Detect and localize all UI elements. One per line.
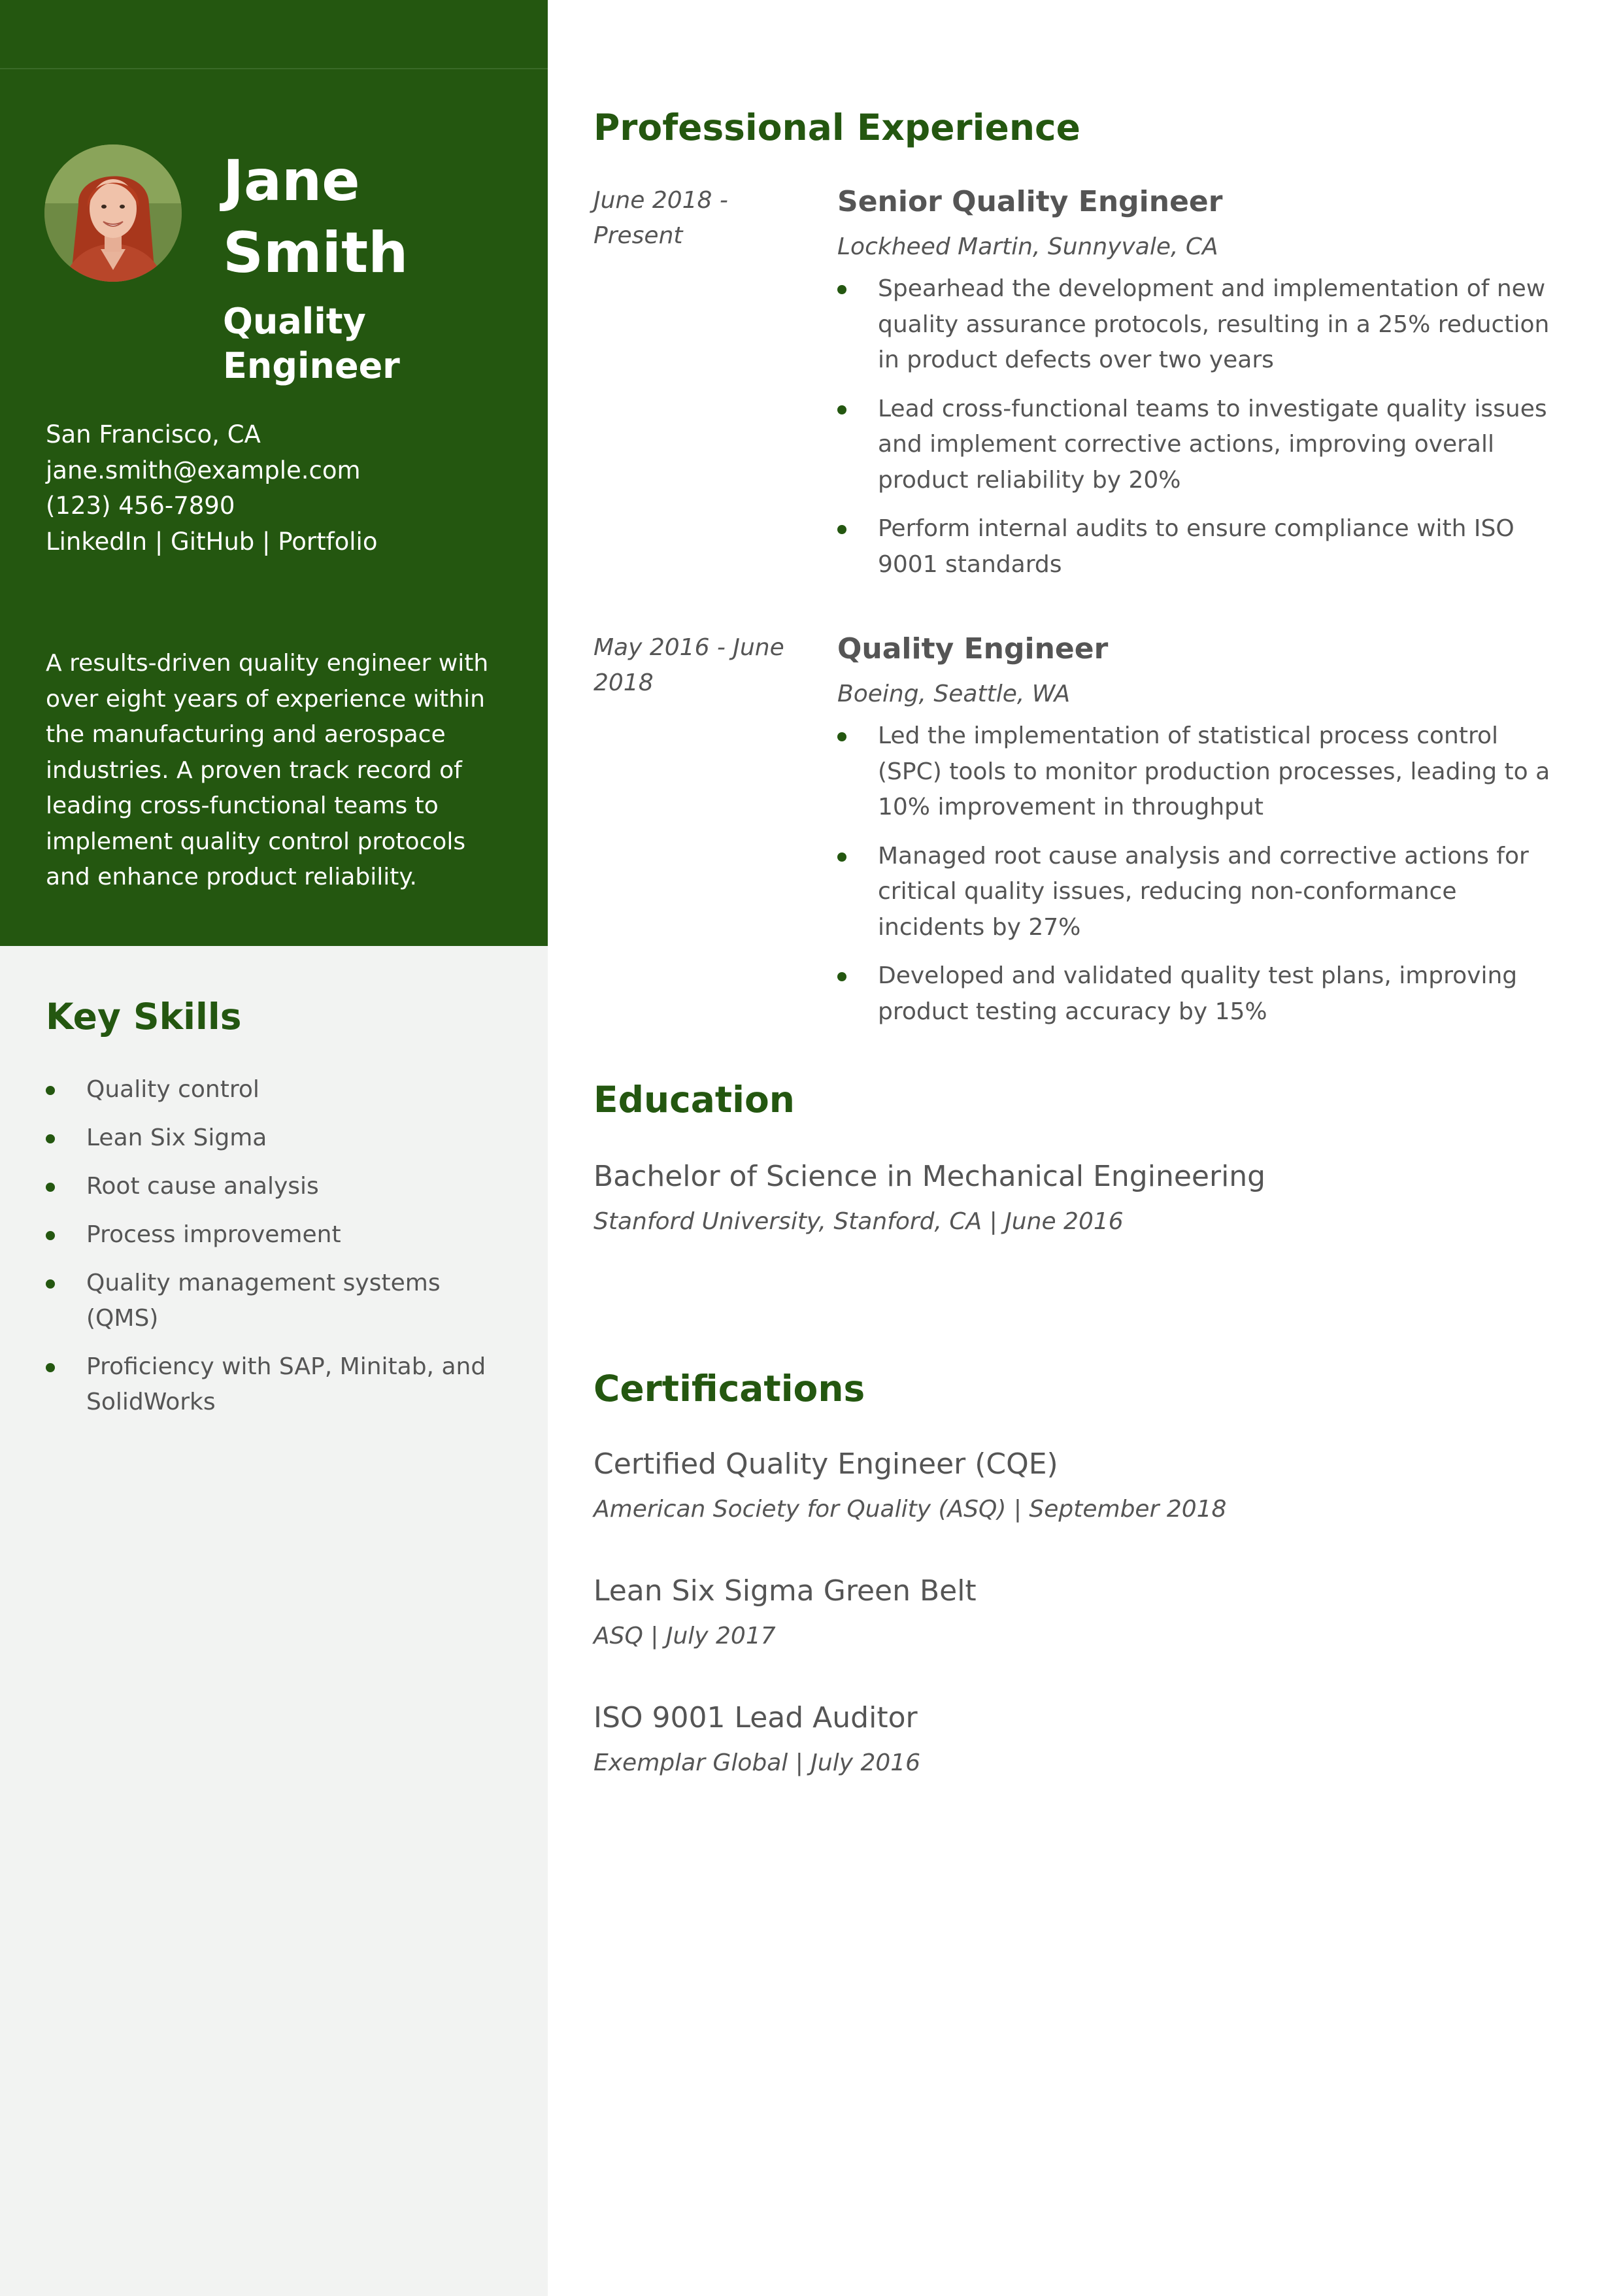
contact-phone: (123) 456-7890 — [46, 492, 235, 520]
contact-info — [46, 417, 529, 560]
bullet-icon — [46, 1279, 55, 1289]
education-degree: Bachelor of Science in Mechanical Engineering — [594, 1160, 1266, 1193]
certification-detail: American Society for Quality (ASQ) | September 2018 — [594, 1496, 1227, 1523]
job-details — [837, 630, 1563, 1043]
certification-entry — [594, 1570, 1541, 1654]
job-company: Lockheed Martin, Sunnyvale, CA — [837, 233, 1218, 260]
skill-item — [46, 1121, 503, 1156]
certification-title: ISO 9001 Lead Auditor — [594, 1701, 918, 1734]
bullet-icon — [837, 285, 846, 294]
bullet-icon — [46, 1231, 55, 1240]
certification-title: Certified Quality Engineer (CQE) — [594, 1447, 1058, 1481]
bullet-icon — [837, 972, 846, 981]
avatar — [44, 144, 182, 282]
candidate-title — [223, 299, 530, 388]
bullet-icon — [837, 405, 846, 414]
profile-header — [0, 0, 548, 946]
skill-item — [46, 1217, 503, 1253]
skill-label: Process improvement — [86, 1221, 341, 1248]
candidate-title-line-1: Quality — [223, 301, 366, 342]
skill-label: Root cause analysis — [86, 1173, 319, 1200]
candidate-name — [223, 145, 530, 289]
certification-detail: ASQ | July 2017 — [594, 1623, 776, 1649]
job-bullet — [837, 392, 1563, 499]
job-bullets — [837, 718, 1563, 1030]
bullet-icon — [46, 1134, 55, 1143]
candidate-first-name: Jane — [223, 148, 360, 214]
skill-label: Quality control — [86, 1076, 259, 1103]
sidebar — [0, 0, 548, 2296]
avatar-photo — [44, 144, 182, 282]
education-entry — [594, 1156, 1541, 1240]
skill-item — [46, 1349, 503, 1420]
job-bullet-text: Spearhead the development and implementation of new quality assurance protocols, resulting in a 25% reduction in product defects over two years — [878, 275, 1550, 373]
skills-list — [46, 1072, 503, 1433]
bullet-icon — [46, 1086, 55, 1095]
job-details — [837, 183, 1563, 596]
job-date: May 2016 - June 2018 — [594, 634, 784, 696]
certifications-heading: Certifications — [594, 1368, 865, 1410]
job-bullet-text: Lead cross-functional teams to investigate quality issues and implement corrective actions, improving overall product reliability by 20% — [878, 395, 1547, 494]
bullet-icon — [46, 1183, 55, 1192]
contact-links: LinkedIn | GitHub | Portfolio — [46, 527, 378, 556]
profile-summary: A results-driven quality engineer with over eight years of experience within the manufacturing and aerospace industries. A proven track record of leading cross-functional teams to implement quality control protocols and enhance product reliability. — [46, 650, 489, 890]
job-bullet-text: Developed and validated quality test plans, improving product testing accuracy by 15% — [878, 962, 1518, 1025]
contact-location: San Francisco, CA — [46, 420, 261, 448]
bullet-icon — [837, 732, 846, 741]
header-divider — [0, 68, 548, 69]
certification-entry — [594, 1443, 1541, 1527]
skill-label: Quality management systems (QMS) — [86, 1270, 441, 1332]
job-bullet — [837, 271, 1563, 379]
skill-label: Lean Six Sigma — [86, 1124, 267, 1151]
skill-item — [46, 1169, 503, 1204]
job-bullet-text: Led the implementation of statistical process control (SPC) tools to monitor production processes, leading to a 10% improvement in throughput — [878, 722, 1550, 820]
bullet-icon — [837, 525, 846, 534]
education-detail: Stanford University, Stanford, CA | June 2016 — [594, 1208, 1124, 1235]
job-bullet — [837, 839, 1563, 946]
skill-label: Proficiency with SAP, Minitab, and SolidWorks — [86, 1353, 486, 1415]
skill-item — [46, 1072, 503, 1107]
certification-detail: Exemplar Global | July 2016 — [594, 1749, 921, 1776]
candidate-title-line-2: Engineer — [223, 345, 400, 386]
certification-entry — [594, 1697, 1541, 1781]
job-bullets — [837, 271, 1563, 582]
job-company: Boeing, Seattle, WA — [837, 681, 1071, 707]
certification-title: Lean Six Sigma Green Belt — [594, 1574, 977, 1608]
skills-heading: Key Skills — [46, 996, 242, 1038]
job-role: Quality Engineer — [837, 632, 1109, 666]
job-bullet — [837, 511, 1563, 582]
job-bullet — [837, 718, 1563, 826]
job-bullet-text: Managed root cause analysis and corrective actions for critical quality issues, reducing non-conformance incidents by 27% — [878, 842, 1529, 941]
bullet-icon — [46, 1363, 55, 1372]
skill-item — [46, 1266, 503, 1336]
candidate-last-name: Smith — [223, 220, 409, 286]
job-bullet — [837, 958, 1563, 1030]
contact-email: jane.smith@example.com — [46, 456, 361, 484]
job-role: Senior Quality Engineer — [837, 185, 1223, 218]
education-heading: Education — [594, 1079, 795, 1121]
bullet-icon — [837, 853, 846, 862]
experience-heading: Professional Experience — [594, 107, 1080, 148]
job-date: June 2018 - Present — [594, 187, 728, 249]
job-bullet-text: Perform internal audits to ensure compliance with ISO 9001 standards — [878, 515, 1514, 578]
